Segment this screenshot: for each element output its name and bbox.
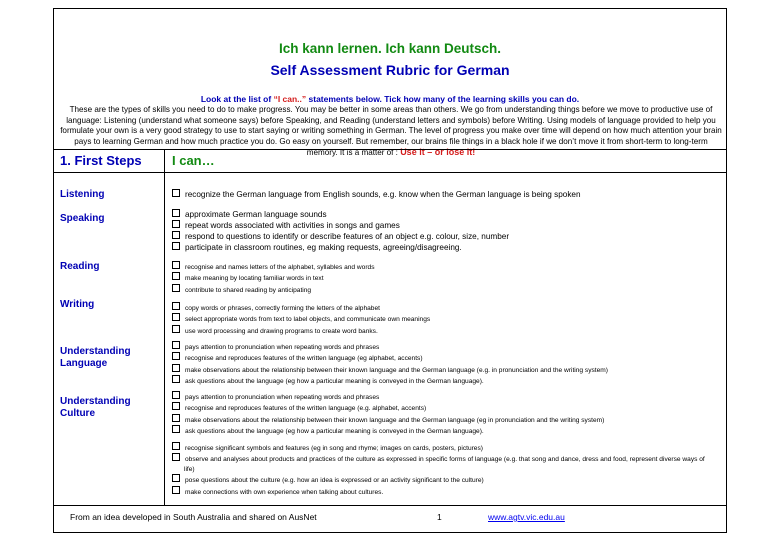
checkbox[interactable] [172, 284, 180, 292]
category-understanding-language: Understanding Language [60, 346, 131, 369]
document-title-german: Ich kann lernen. Ich kann Deutsch. [278, 41, 502, 56]
item-text: pays attention to pronunciation when repeating words and phrases [185, 394, 380, 401]
checkbox[interactable] [172, 220, 180, 228]
document-title-rubric: Self Assessment Rubric for German [270, 62, 510, 78]
item-text: participate in classroom routines, eg making requests, agreeing/disagreeing. [185, 243, 462, 252]
checkbox[interactable] [172, 325, 180, 333]
item-text: observe and analyses about products and practices of the culture as expressed in specific forms of language (e.g. that song and dance, dress and food, represent diverse ways of life) [184, 456, 705, 473]
checkbox[interactable] [172, 242, 180, 250]
speaking-items [172, 209, 717, 253]
checkbox[interactable] [172, 402, 180, 410]
list-item[interactable] [172, 272, 717, 283]
intro-motto: Use it – or lose it! [400, 147, 476, 158]
item-text: ask questions about the language (eg how a particular meaning is conveyed in the German language). [185, 378, 484, 386]
instruction-quote: “I can..” [273, 94, 307, 104]
list-item[interactable] [172, 391, 717, 402]
item-text: recognize the German language from English sounds, e.g. know when the German language is being spoken [185, 190, 581, 199]
item-text: ask questions about the language (eg how a particular meaning is conveyed in the German language). [185, 428, 484, 436]
list-item[interactable] [172, 313, 717, 324]
item-text: recognise significant symbols and features (eg in song and rhyme; images on cards, posters, pictures) [185, 445, 483, 452]
list-item[interactable] [172, 341, 717, 352]
checkbox[interactable] [172, 209, 180, 217]
item-text: pose questions about the culture (e.g. how an idea is expressed or an activity significant to the culture) [185, 477, 484, 485]
checkbox[interactable] [172, 474, 180, 482]
item-text: recognise and reproduces features of the written language (eg alphabet, accents) [185, 355, 423, 363]
list-item[interactable] [172, 375, 717, 386]
checkbox[interactable] [172, 375, 180, 383]
item-text: repeat words associated with activities in songs and games [185, 221, 400, 230]
list-item[interactable] [172, 189, 717, 200]
understanding-language-items [172, 341, 717, 387]
list-item[interactable] [172, 220, 717, 231]
list-item[interactable] [172, 486, 717, 497]
checkbox[interactable] [172, 302, 180, 310]
category-reading: Reading [60, 261, 100, 272]
instruction-line [54, 94, 726, 104]
checkbox[interactable] [172, 261, 180, 269]
checkbox[interactable] [172, 313, 180, 321]
list-item[interactable] [172, 231, 717, 242]
checkbox[interactable] [172, 414, 180, 422]
checkbox[interactable] [172, 341, 180, 349]
item-text: use word processing and drawing programs to create word banks. [185, 327, 378, 335]
item-text: pays attention to pronunciation when repeating words and phrases [185, 344, 380, 351]
item-text: contribute to shared reading by anticipating [185, 286, 312, 294]
rubric-table [54, 149, 726, 506]
category-writing: Writing [60, 299, 95, 310]
intro-paragraph-text: These are the types of skills you need to do to make progress. You may be better in some areas than others. We go from understanding things before we move to productive use of language: Listening (understand what someone says) before Speaking, and Reading (understand letters and symbols) before Writing. Using models of language provided to help you formulate your own is a very good strategy to use to start saying or writing something in German. The level of progress you make over time will depend on how much attention your brain pays to learning German and how much practice you do. Go easy on yourself. But remember, our brains file things in a black hole if we don’t move it from short-term to long-term memory. It is a matter of : [60, 105, 722, 158]
item-text: approximate German language sounds [185, 210, 327, 219]
checkbox[interactable] [172, 425, 180, 433]
column-divider [164, 150, 165, 505]
item-text: make meaning by locating familiar words in text [185, 275, 324, 283]
list-item[interactable] [172, 442, 717, 453]
reading-items [172, 261, 717, 295]
column-title: I can… [172, 153, 215, 168]
item-text: copy words or phrases, correctly forming the letters of the alphabet [185, 305, 380, 312]
list-item[interactable] [172, 302, 717, 313]
category-understanding-culture: Understanding Culture [60, 396, 131, 419]
list-item[interactable] [172, 284, 717, 295]
item-text: make observations about the relationship between their known language and the German language (e.g. in pronunciation and the writing system) [185, 366, 608, 374]
category-speaking: Speaking [60, 213, 105, 224]
list-item[interactable] [172, 474, 717, 485]
instruction-text-b: statements below. Tick how many of the learning skills you can do. [306, 94, 580, 104]
list-item[interactable] [172, 402, 717, 413]
footer-link[interactable]: www.agtv.vic.edu.au [488, 512, 565, 522]
list-item[interactable] [172, 364, 717, 375]
category-listening: Listening [60, 189, 105, 200]
checkbox[interactable] [172, 442, 180, 450]
list-item[interactable] [172, 325, 717, 336]
checkbox[interactable] [172, 272, 180, 280]
checkbox[interactable] [172, 364, 180, 372]
list-item[interactable] [172, 261, 717, 272]
list-item[interactable] [172, 453, 717, 474]
understanding-culture-items [172, 391, 717, 437]
writing-items [172, 302, 717, 336]
document-page [53, 8, 727, 533]
footer-page-number: 1 [437, 512, 442, 522]
section-title: 1. First Steps [60, 153, 142, 168]
footer-credit: From an idea developed in South Australia and shared on AusNet [70, 512, 317, 522]
checkbox[interactable] [172, 391, 180, 399]
item-text: respond to questions to identify or describe features of an object e.g. colour, size, number [185, 232, 510, 241]
item-text: select appropriate words from text to label objects, and communicate own meanings [185, 316, 431, 324]
list-item[interactable] [172, 414, 717, 425]
instruction-text-a: Look at the list of [200, 94, 274, 104]
checkbox[interactable] [172, 352, 180, 360]
list-item[interactable] [172, 425, 717, 436]
checkbox[interactable] [172, 453, 180, 461]
list-item[interactable] [172, 352, 717, 363]
checkbox[interactable] [172, 231, 180, 239]
understanding-culture-extra-items [172, 442, 717, 497]
checkbox[interactable] [172, 486, 180, 494]
item-text: recognise and reproduces features of the written language (e.g. alphabet, accents) [185, 405, 427, 413]
listening-items [172, 189, 717, 200]
item-text: make connections with own experience when talking about cultures. [185, 488, 384, 496]
checkbox[interactable] [172, 189, 180, 197]
list-item[interactable] [172, 242, 717, 253]
list-item[interactable] [172, 209, 717, 220]
item-text: make observations about the relationship between their known language and the German language (eg in pronunciation and the writing system) [185, 416, 605, 424]
item-text: recognise and names letters of the alphabet, syllables and words [185, 264, 375, 271]
rubric-header-row [54, 150, 726, 173]
